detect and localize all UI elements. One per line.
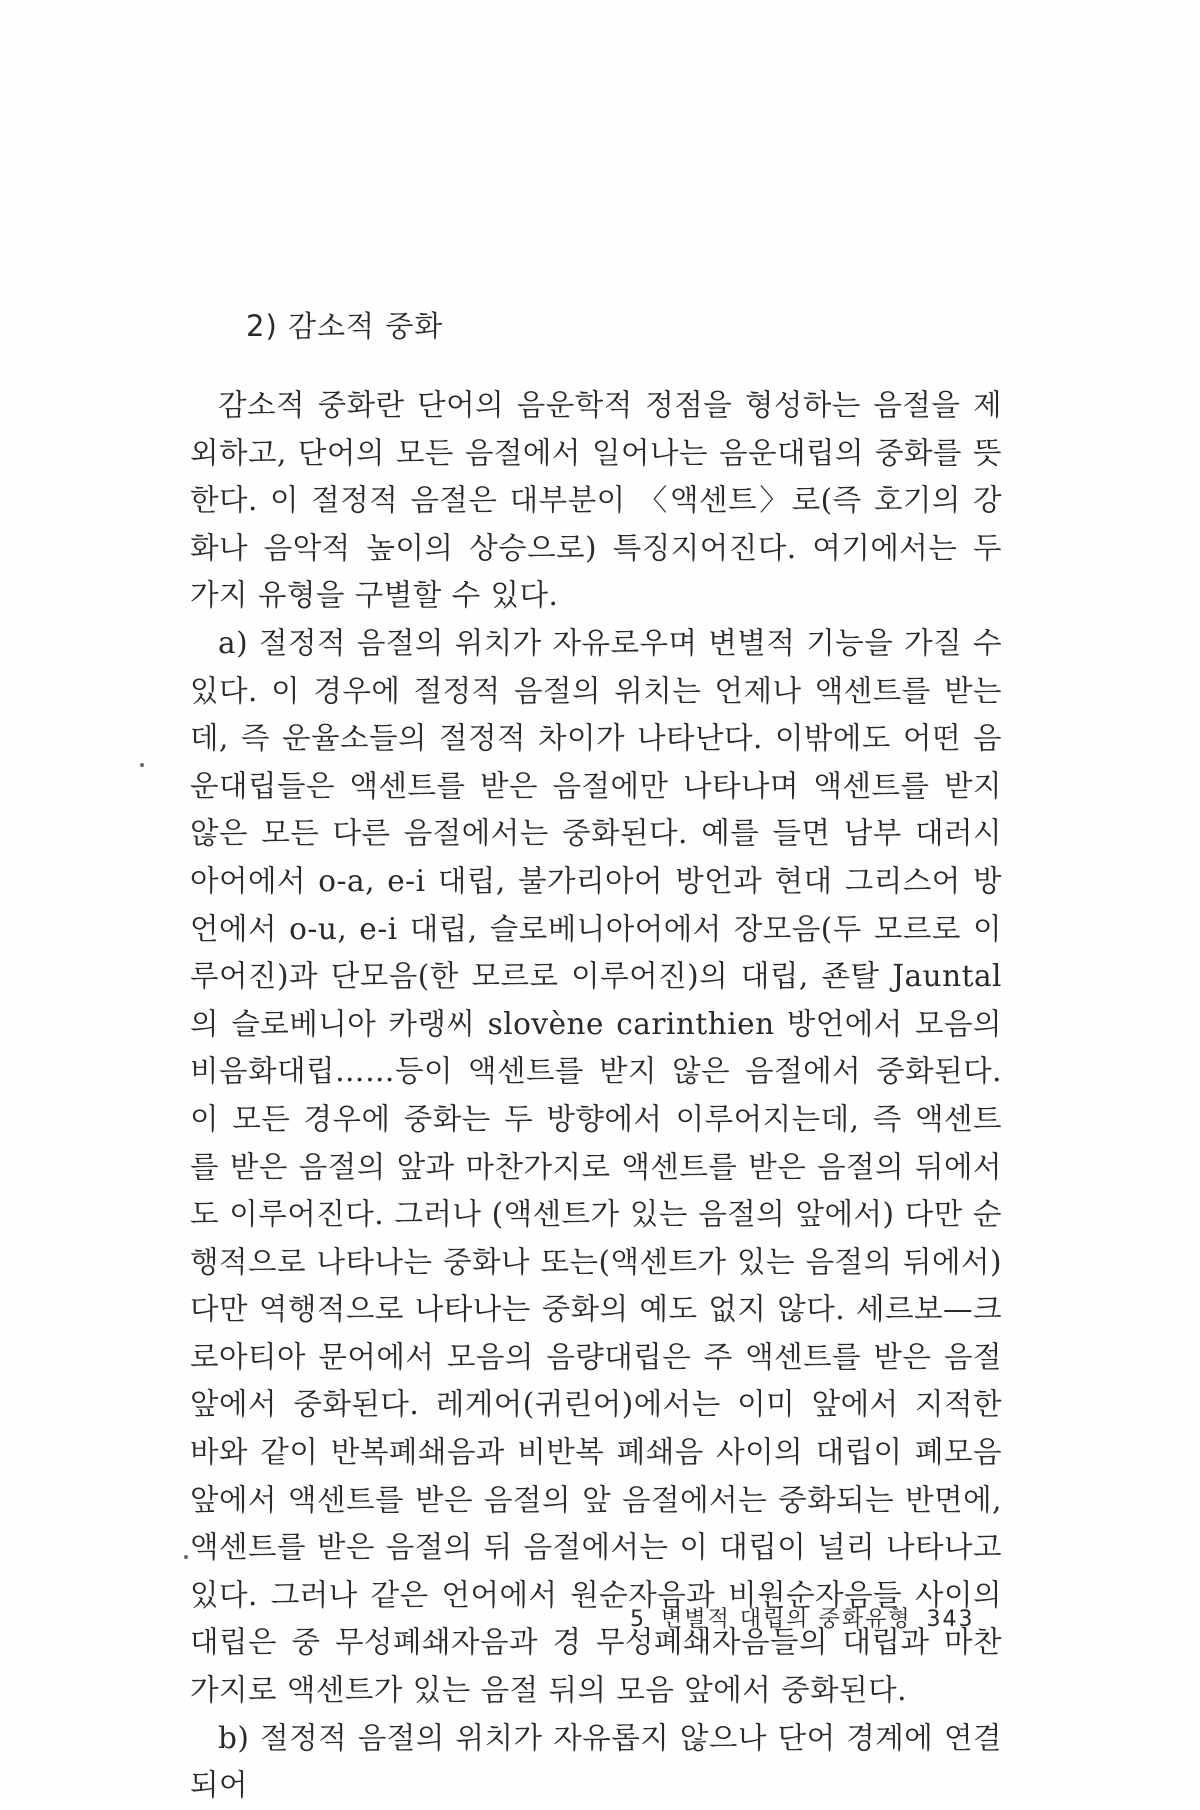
chapter-number: 5	[630, 1607, 646, 1632]
body-text	[190, 382, 1002, 1810]
paragraph-b: b) 절정적 음절의 위치가 자유롭지 않으나 단어 경계에 연결되어	[190, 1720, 1002, 1803]
paragraph-a: a) 절정적 음절의 위치가 자유로우며 변별적 기능을 가질 수 있다. 이 경우에 절정적 음절의 위치는 언제나 액센트를 받는데, 즉 운율소들의 절정적 차이가 나타난다. 이밖에도 어떤 음운대립들은 액센트를 받은 음절에만 나타나며 액센트를 받지 않은 모든 다른 음절에서는 중화된다. 예를 들면 남부 대러시아어에서 o-a, e-i 대립, 불가리아어 방언과 현대 그리스어 방언에서 o-u, e-i 대립, 슬로베니아어에서 장모음(두 모르로 이루어진)과 단모음(한 모르로 이루어진)의 대립, 죤탈 Jauntal 의 슬로베니아 카랭씨 slovène carinthien 방언에서 모음의 비음화대립……등이 액센트를 받지 않은 음절에서 중화된다. 이 모든 경우에 중화는 두 방향에서 이루어지는데, 즉 액센트를 받은 음절의 앞과 마찬가지로 액센트를 받은 음절의 뒤에서도 이루어진다. 그러나 (액센트가 있는 음절의 앞에서) 다만 순행적으로 나타나는 중화나 또는(액센트가 있는 음절의 뒤에서) 다만 역행적으로 나타나는 중화의 예도 없지 않다. 세르보—크로아티아 문어에서 모음의 음량대립은 주 액센트를 받은 음절 앞에서 중화된다. 레게어(귀린어)에서는 이미 앞에서 지적한 바와 같이 반복폐쇄음과 비반복 폐쇄음 사이의 대립이 폐모음 앞에서 액센트를 받은 음절의 앞 음절에서는 중화되는 반면에, 액센트를 받은 음절의 뒤 음절에서는 이 대립이 널리 나타나고 있다. 그러나 같은 언어에서 원순자음과 비원순자음들 사이의 대립은 중 무성폐쇄자음과 경 무성폐쇄자음들의 대립과 마찬가지로 액센트가 있는 음절 뒤의 모음 앞에서 중화된다.	[190, 625, 1002, 1708]
margin-mark	[184, 1555, 188, 1559]
page-number: 343	[926, 1607, 975, 1632]
running-footer	[630, 1602, 981, 1633]
section-title: 2) 감소적 중화	[246, 309, 444, 343]
running-title: 변별적 대립의 중화유형	[661, 1607, 912, 1632]
paragraph-intro: 감소적 중화란 단어의 음운학적 정점을 형성하는 음절을 제외하고, 단어의 모든 음절에서 일어나는 음운대립의 중화를 뜻한다. 이 절정적 음절은 대부분이 〈액센트〉로(즉 호기의 강화나 음악적 높이의 상승으로) 특징지어진다. 여기에서는 두 가지 유형을 구별할 수 있다.	[190, 388, 1002, 613]
margin-mark	[140, 763, 144, 767]
